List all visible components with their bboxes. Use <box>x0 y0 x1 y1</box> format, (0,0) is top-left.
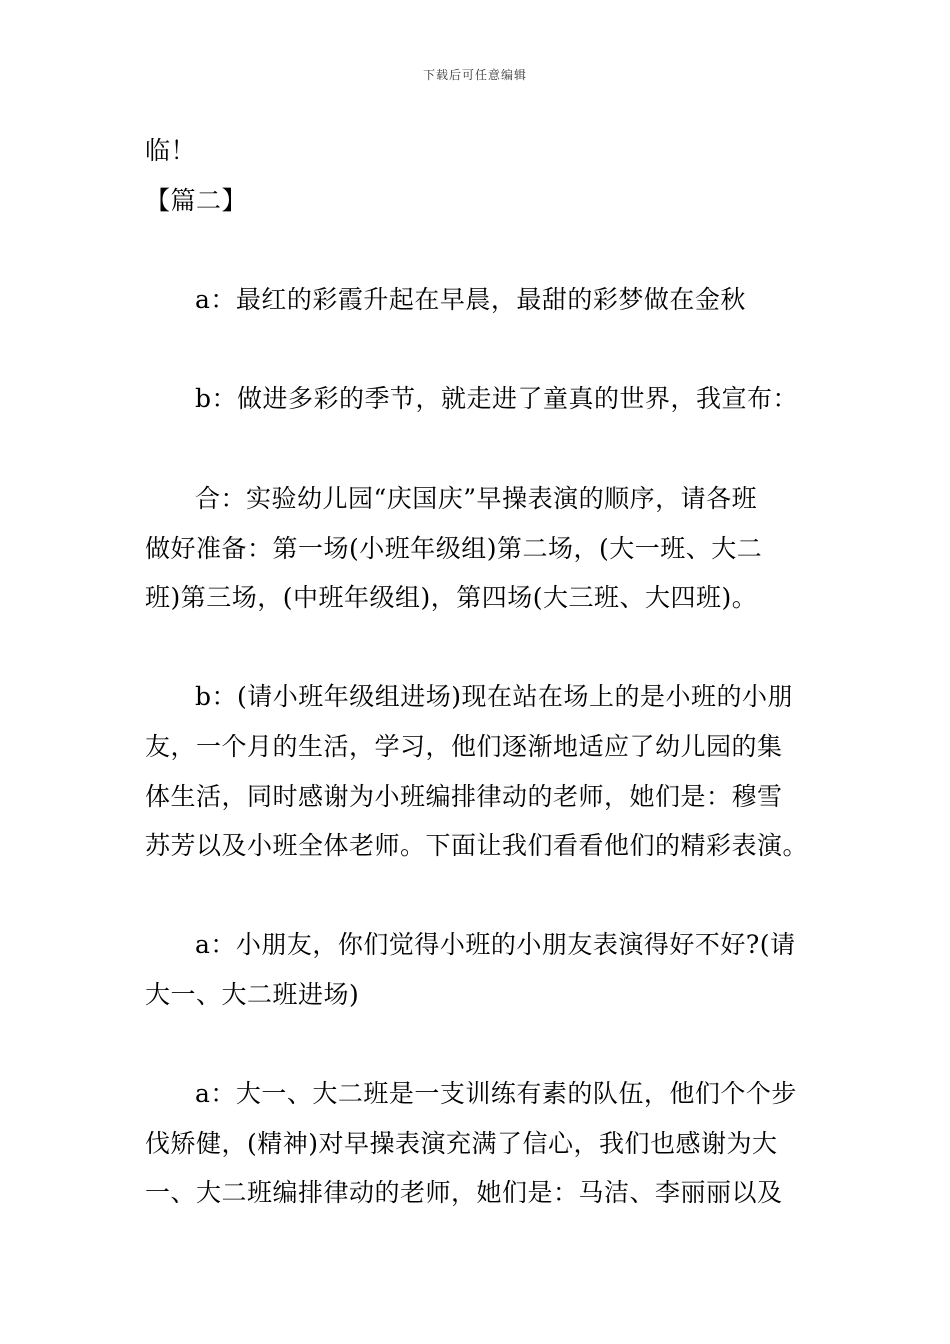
text-line: a：最红的彩霞升起在早晨，最甜的彩梦做在金秋 <box>195 285 746 314</box>
text-line: 体生活，同时感谢为小班编排律动的老师，她们是：穆雪 <box>145 782 783 811</box>
text-line: b：做进多彩的季节，就走进了童真的世界，我宣布： <box>195 384 799 413</box>
text-line: 临！ <box>145 136 197 165</box>
text-line: 大一、大二班进场) <box>145 980 360 1009</box>
text-line: 伐矫健，(精神)对早操表演充满了信心，我们也感谢为大 <box>145 1129 778 1158</box>
text-line: 做好准备：第一场(小班年级组)第二场，(大一班、大二 <box>145 534 763 563</box>
text-line: 苏芳以及小班全体老师。下面让我们看看他们的精彩表演。 <box>145 831 809 860</box>
section-heading: 【篇二】 <box>145 186 248 215</box>
text-line: b：(请小班年级组进场)现在站在场上的是小班的小朋 <box>195 682 794 711</box>
text-line: 班)第三场，(中班年级组)，第四场(大三班、大四班)。 <box>145 583 758 612</box>
header-note: 下载后可任意编辑 <box>422 68 527 82</box>
text-line: 一、大二班编排律动的老师，她们是：马洁、李丽丽以及 <box>145 1178 783 1207</box>
text-line: a：小朋友，你们觉得小班的小朋友表演得好不好?(请 <box>195 930 796 959</box>
text-line: 友，一个月的生活，学习，他们逐渐地适应了幼儿园的集 <box>145 732 783 761</box>
text-line: a：大一、大二班是一支训练有素的队伍，他们个个步 <box>195 1079 797 1108</box>
text-line: 合：实验幼儿园“庆国庆”早操表演的顺序，请各班 <box>195 484 758 513</box>
